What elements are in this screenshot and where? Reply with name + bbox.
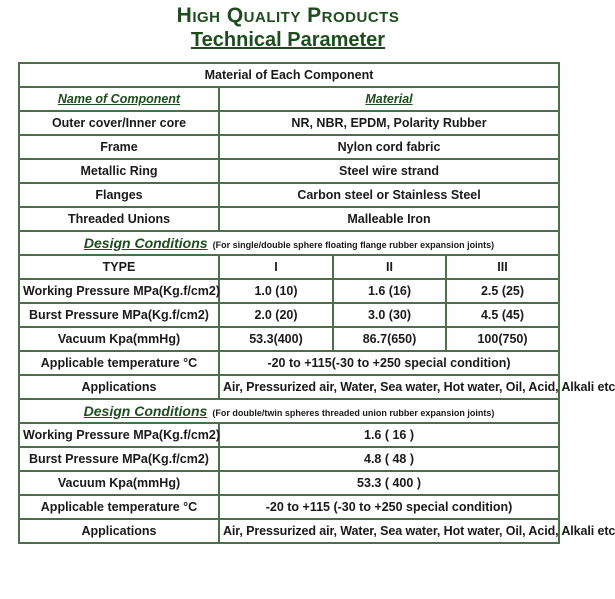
type-label: TYPE xyxy=(19,255,219,279)
parameter-label: Applications xyxy=(19,375,219,399)
component-name: Frame xyxy=(19,135,219,159)
materials-header-row xyxy=(19,87,559,111)
parameter-value: 2.5 (25) xyxy=(446,279,559,303)
type-header-row xyxy=(19,255,559,279)
parameter-value: 3.0 (30) xyxy=(333,303,446,327)
parameter-value: Air, Pressurized air, Water, Sea water, Hot water, Oil, Acid, Alkali etc xyxy=(219,375,559,399)
parameter-value: 4.5 (45) xyxy=(446,303,559,327)
type-col: I xyxy=(219,255,333,279)
design-conditions-title: Design Conditions xyxy=(83,235,208,251)
design-conditions-title-cell xyxy=(19,399,559,423)
parameter-value: -20 to +115(-30 to +250 special condition) xyxy=(219,351,559,375)
design-row xyxy=(19,447,559,471)
parameter-value: 1.6 (16) xyxy=(333,279,446,303)
design-row xyxy=(19,423,559,447)
design-row xyxy=(19,303,559,327)
page-subtitle: Technical Parameter xyxy=(190,29,386,51)
materials-row xyxy=(19,135,559,159)
design-conditions-title-cell xyxy=(19,231,559,255)
design-row xyxy=(19,279,559,303)
parameter-label: Applicable temperature °C xyxy=(19,495,219,519)
design-row xyxy=(19,495,559,519)
design-row xyxy=(19,351,559,375)
parameter-value: -20 to +115 (-30 to +250 special condition) xyxy=(219,495,559,519)
type-col: III xyxy=(446,255,559,279)
materials-row xyxy=(19,159,559,183)
materials-row xyxy=(19,207,559,231)
component-name: Threaded Unions xyxy=(19,207,219,231)
component-material: Malleable Iron xyxy=(219,207,559,231)
parameter-value: 86.7(650) xyxy=(333,327,446,351)
design-conditions-note: (For single/double sphere floating flange rubber expansion joints) xyxy=(212,240,495,250)
parameter-value: 53.3 ( 400 ) xyxy=(219,471,559,495)
parameter-value: 2.0 (20) xyxy=(219,303,333,327)
materials-title-row xyxy=(19,63,559,87)
design-conditions-header-2 xyxy=(19,399,559,423)
parameter-value: 100(750) xyxy=(446,327,559,351)
parameter-value: 1.0 (10) xyxy=(219,279,333,303)
parameter-label: Working Pressure MPa(Kg.f/cm2) xyxy=(19,279,219,303)
parameter-label: Applicable temperature °C xyxy=(19,351,219,375)
parameter-value: Air, Pressurized air, Water, Sea water, Hot water, Oil, Acid, Alkali etc xyxy=(219,519,559,543)
parameter-label: Burst Pressure MPa(Kg.f/cm2) xyxy=(19,303,219,327)
page-title: High Quality Products xyxy=(176,4,400,27)
parameter-label: Vacuum Kpa(mmHg) xyxy=(19,471,219,495)
component-material: Nylon cord fabric xyxy=(219,135,559,159)
component-material: Steel wire strand xyxy=(219,159,559,183)
design-row xyxy=(19,471,559,495)
materials-row xyxy=(19,111,559,135)
design-row xyxy=(19,327,559,351)
parameter-label: Burst Pressure MPa(Kg.f/cm2) xyxy=(19,447,219,471)
design-conditions-note: (For double/twin spheres threaded union rubber expansion joints) xyxy=(212,408,495,418)
parameter-value: 1.6 ( 16 ) xyxy=(219,423,559,447)
component-material: NR, NBR, EPDM, Polarity Rubber xyxy=(219,111,559,135)
component-material: Carbon steel or Stainless Steel xyxy=(219,183,559,207)
parameter-value: 53.3(400) xyxy=(219,327,333,351)
design-row xyxy=(19,519,559,543)
design-row xyxy=(19,375,559,399)
parameter-value: 4.8 ( 48 ) xyxy=(219,447,559,471)
component-name: Flanges xyxy=(19,183,219,207)
type-col: II xyxy=(333,255,446,279)
technical-parameter-table xyxy=(18,62,615,544)
design-conditions-header-1 xyxy=(19,231,559,255)
parameter-label: Applications xyxy=(19,519,219,543)
component-name: Metallic Ring xyxy=(19,159,219,183)
design-conditions-title: Design Conditions xyxy=(83,403,208,419)
material-column-header: Material xyxy=(219,87,559,111)
parameter-label: Vacuum Kpa(mmHg) xyxy=(19,327,219,351)
component-name: Outer cover/Inner core xyxy=(19,111,219,135)
component-column-header: Name of Component xyxy=(19,87,219,111)
materials-title: Material of Each Component xyxy=(19,63,559,87)
parameter-label: Working Pressure MPa(Kg.f/cm2) xyxy=(19,423,219,447)
materials-row xyxy=(19,183,559,207)
